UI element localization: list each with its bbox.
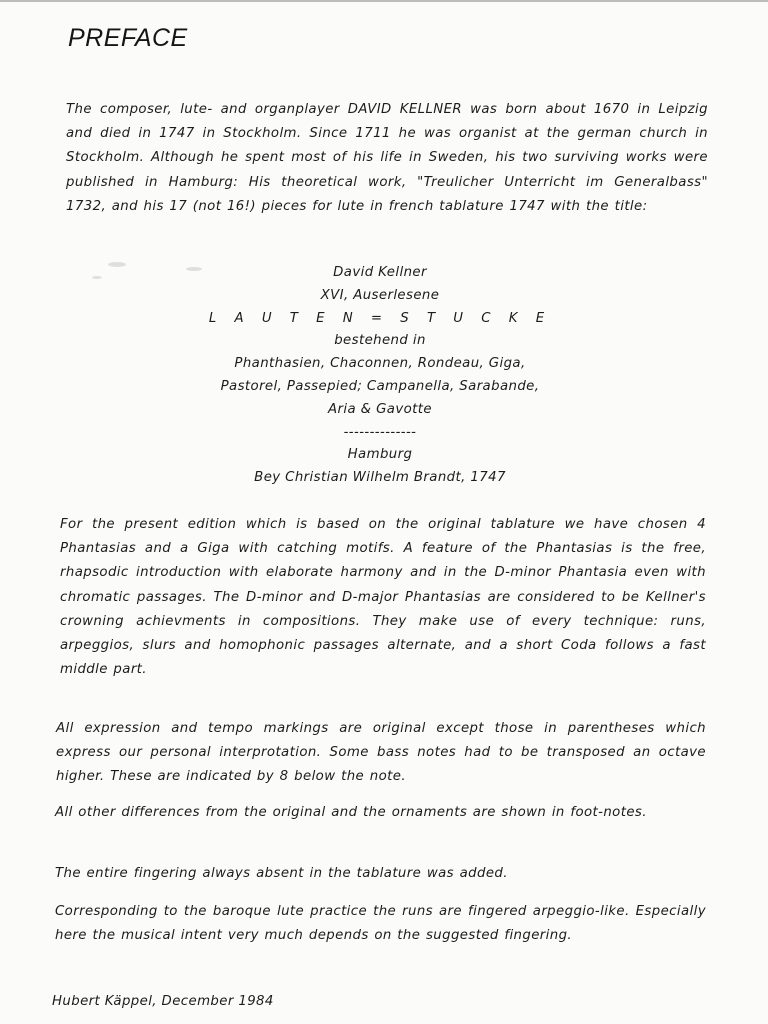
paragraph-baroque-practice: Corresponding to the baroque lute practice the runs are fingered arpeggio-like. Especially here the musical intent very much depends on the suggested fingering.	[55, 904, 706, 943]
signature-line: Hubert Käppel, December 1984	[52, 994, 274, 1009]
title-page-line: XVI, Auserlesene	[320, 287, 440, 303]
scan-smudge	[92, 276, 102, 279]
title-page-line: bestehend in	[334, 333, 426, 349]
paragraph-intro: The composer, lute- and organplayer DAVID KELLNER was born about 1670 in Leipzig and died in 1747 in Stockholm. Since 1711 he was organist at the german church in Stockholm. Although he spent most of his life in Sweden, his two surviving works were published in Hamburg: His theoretical work, "Treulicher Unterricht im Generalbass" 1732, and his 17 (not 16!) pieces for lute in french tablature 1747 with the title:	[66, 102, 708, 214]
title-page-place: Hamburg	[347, 447, 413, 463]
paragraph-differences: All other differences from the original and the ornaments are shown in foot-notes.	[55, 805, 647, 820]
page-title: PREFACE	[68, 24, 188, 52]
title-page-line: Aria & Gavotte	[328, 401, 432, 417]
title-page-heading: L A U T E N = S T U C K E	[208, 310, 552, 326]
paragraph-fingering: The entire fingering always absent in the tablature was added.	[55, 866, 508, 881]
title-page-separator: --------------	[343, 424, 417, 440]
paragraph-edition: For the present edition which is based on the original tablature we have chosen 4 Phantasias and a Giga with catching motifs. A feature of the Phantasias is the free, rhapsodic introduction with elaborate harmony and in the D-minor Phantasia even with chromatic passages. The D-minor and D-major Phantasias are considered to be Kellner's crowning achievments in compositions. They make use of every technique: runs, arpeggios, slurs and homophonic passages alternate, and a short Coda follows a fast middle part.	[60, 517, 706, 678]
title-page-line: Pastorel, Passepied; Campanella, Sarabande,	[220, 378, 540, 394]
scan-smudge	[108, 262, 126, 267]
title-page-line: Phanthasien, Chaconnen, Rondeau, Giga,	[234, 356, 526, 372]
title-page-publisher: Bey Christian Wilhelm Brandt, 1747	[254, 470, 506, 486]
paragraph-expression: All expression and tempo markings are original except those in parentheses which express our personal interprotation. Some bass notes had to be transposed an octave higher. These are indicated by 8 below the note.	[56, 721, 706, 785]
original-title-page	[130, 262, 630, 490]
page-top-edge	[0, 0, 768, 2]
title-page-author: David Kellner	[333, 265, 427, 280]
